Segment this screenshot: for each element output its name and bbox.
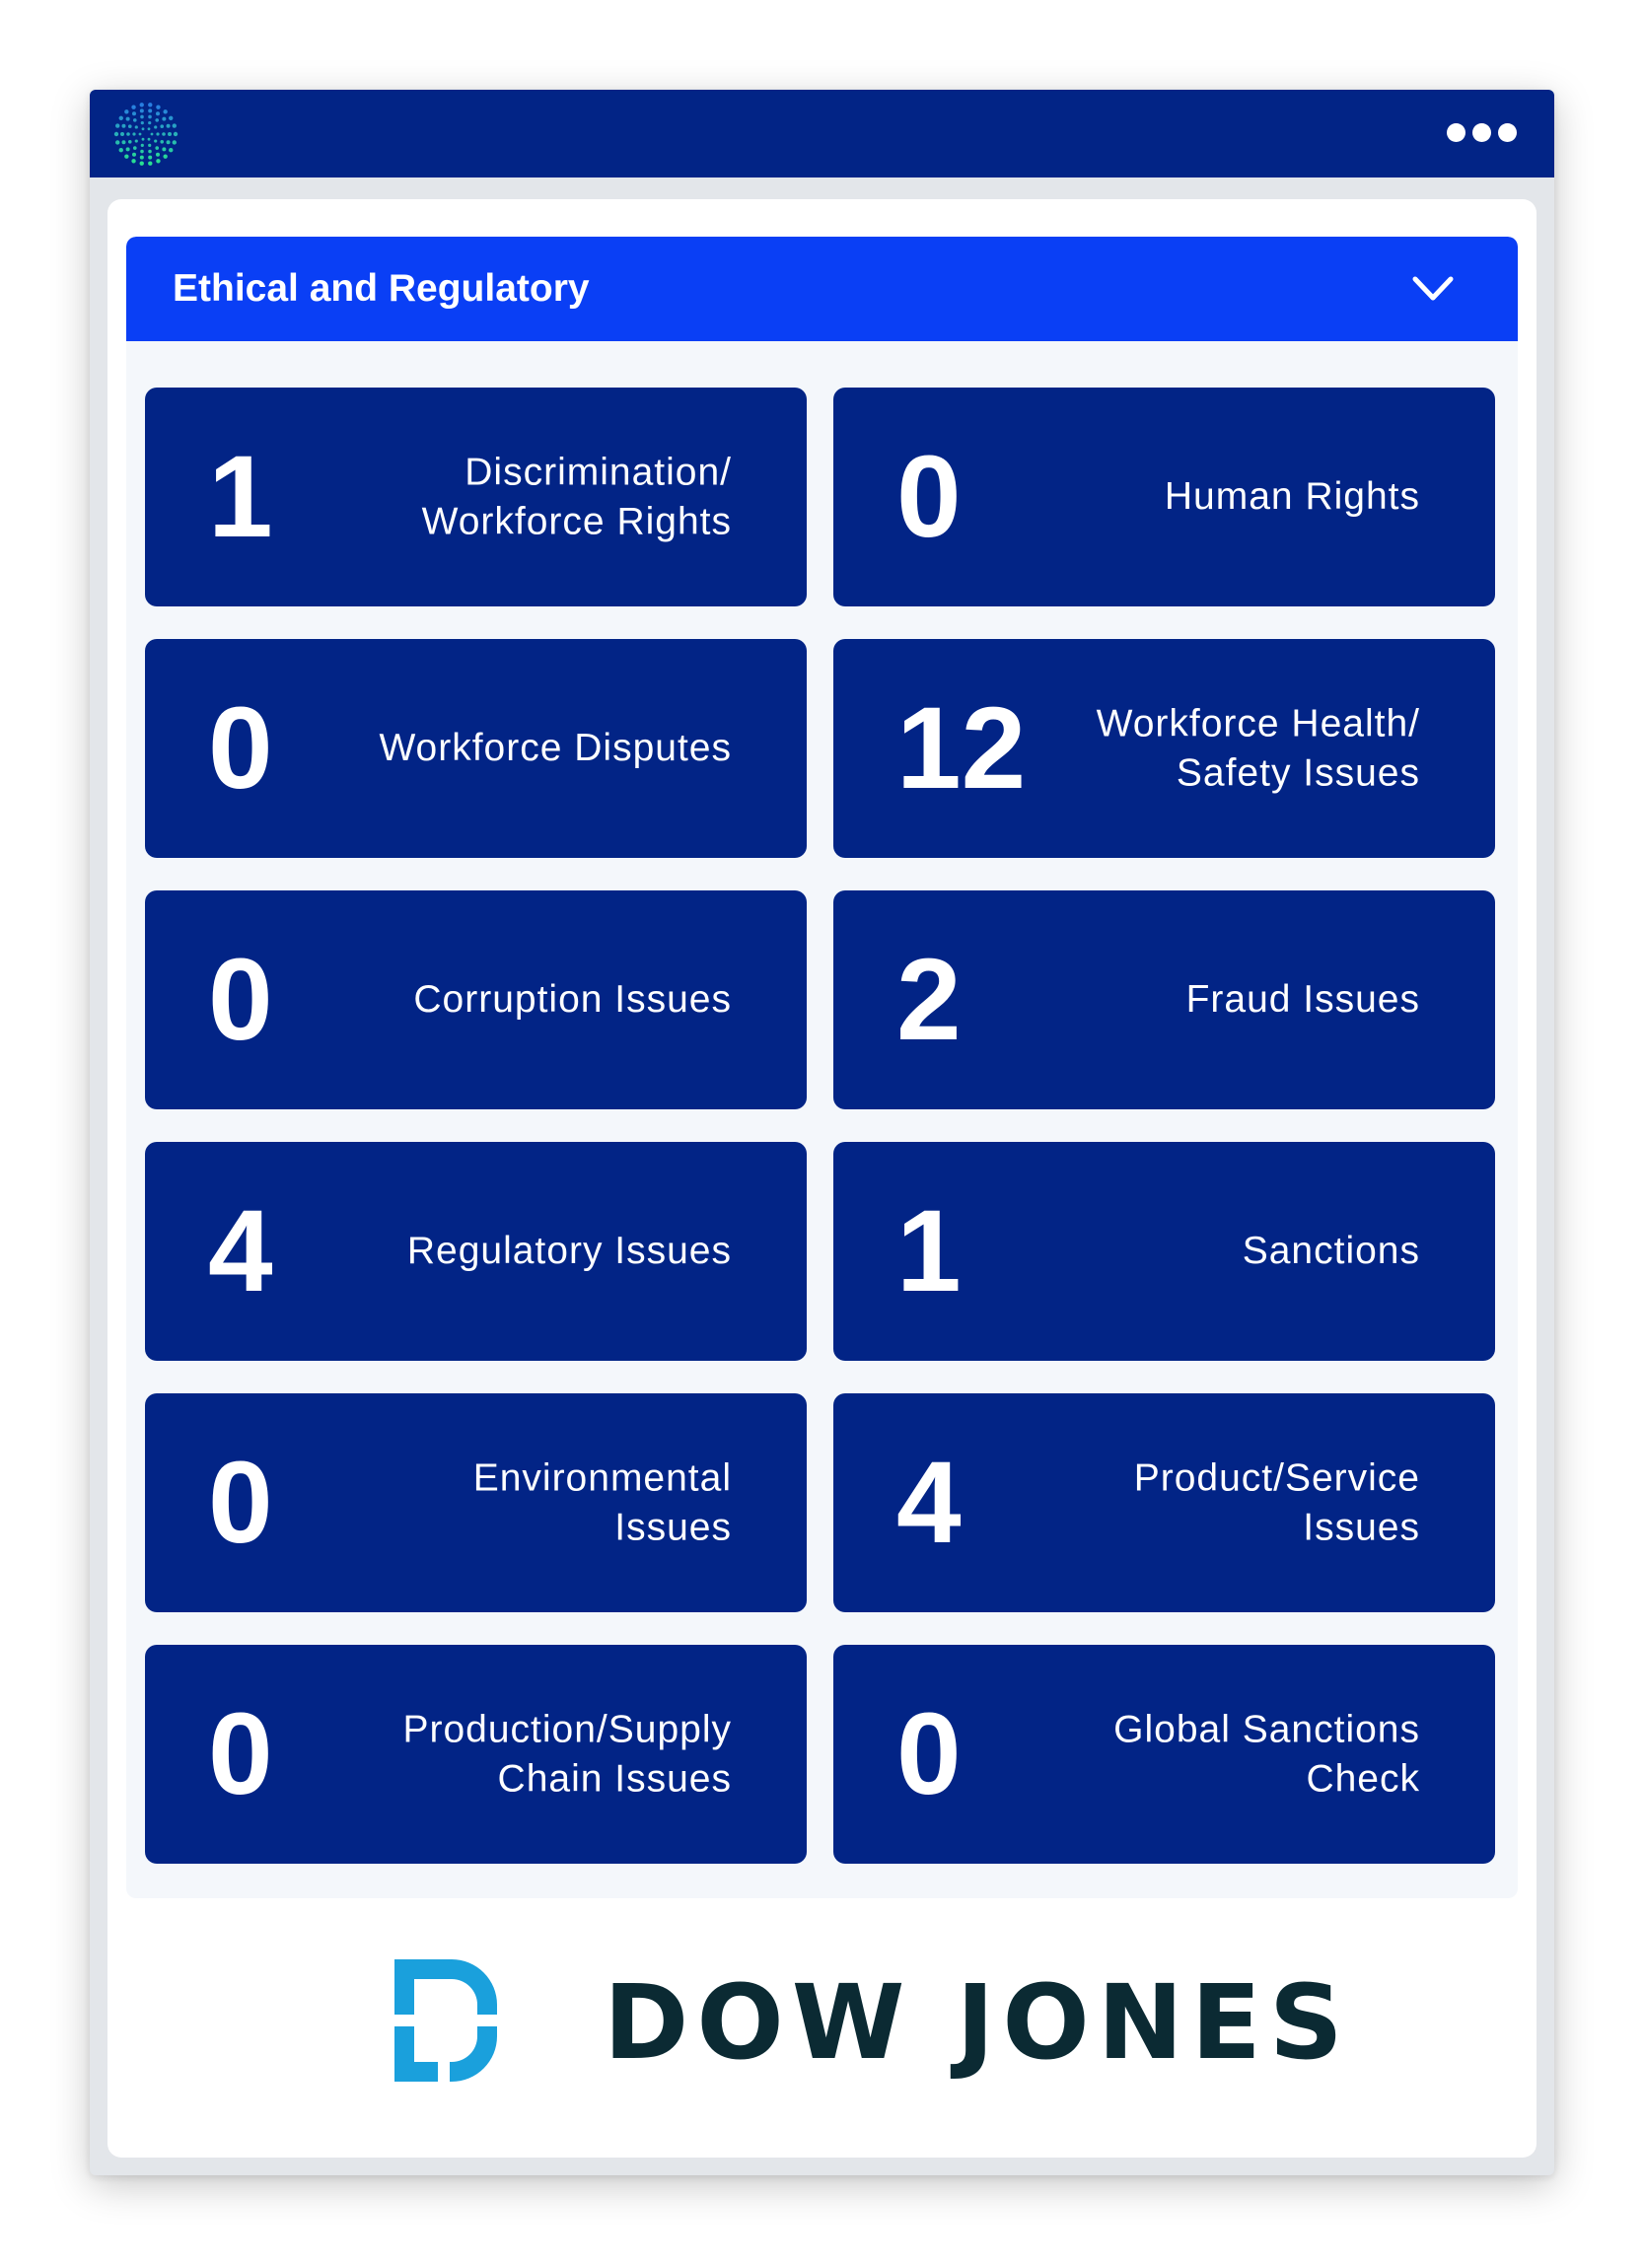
risk-tile-grid xyxy=(145,388,1499,1864)
menu-dot xyxy=(1472,123,1491,142)
globe-dot xyxy=(128,140,132,144)
globe-dot xyxy=(154,125,157,128)
tile-label xyxy=(379,724,732,773)
globe-dot xyxy=(131,159,135,163)
tile-label-line: Fraud Issues xyxy=(1185,978,1420,1022)
tile-count: 0 xyxy=(208,1689,273,1819)
tile-label-line: Corruption Issues xyxy=(413,978,732,1022)
globe-dot xyxy=(169,116,173,120)
brand-name: DOW JONES xyxy=(604,1962,1351,2083)
globe-dot xyxy=(126,117,130,121)
globe-dot xyxy=(133,146,137,150)
globe-dot xyxy=(156,111,160,115)
globe-dot xyxy=(128,124,132,128)
globe-dot xyxy=(140,108,144,112)
globe-dot xyxy=(163,109,167,113)
tile-regulatory-issues[interactable] xyxy=(145,1142,807,1361)
tile-count: 12 xyxy=(896,683,1027,814)
globe-dot xyxy=(148,156,152,160)
tile-global-sanctions-check[interactable] xyxy=(833,1645,1495,1864)
menu-dot xyxy=(1447,123,1465,142)
tile-label-line: Workforce Rights xyxy=(421,500,732,542)
globe-dot xyxy=(162,117,166,121)
globe-dot xyxy=(148,115,152,119)
globe-dot xyxy=(126,147,130,151)
tile-production-supply-chain-issues[interactable] xyxy=(145,1645,807,1864)
tile-label-line: Sanctions xyxy=(1242,1230,1420,1273)
tile-workforce-health-safety[interactable] xyxy=(833,639,1495,858)
tile-label-line: Issues xyxy=(1303,1506,1420,1548)
globe-dot xyxy=(121,124,125,128)
globe-dot xyxy=(115,140,119,144)
tile-label xyxy=(407,1227,732,1276)
globe-dot xyxy=(132,153,136,157)
globe-dot xyxy=(167,124,171,128)
dow-jones-d-logo-icon xyxy=(394,1959,497,2082)
tile-label-line: Check xyxy=(1306,1757,1420,1800)
globe-dot xyxy=(142,138,145,141)
globe-dot xyxy=(156,159,160,163)
globe-dot xyxy=(174,132,178,136)
globe-dot xyxy=(156,106,160,109)
globe-dot xyxy=(162,147,166,151)
tile-label-line: Workforce Health/ xyxy=(1096,702,1420,745)
globe-dot xyxy=(139,133,142,136)
chevron-down-icon[interactable] xyxy=(1411,274,1455,304)
globe-dot xyxy=(119,148,123,152)
globe-dot xyxy=(173,140,177,144)
tile-label-line: Chain Issues xyxy=(497,1757,732,1800)
globe-dot xyxy=(168,132,172,136)
more-horizontal-icon[interactable] xyxy=(1447,123,1517,142)
globe-dot xyxy=(163,154,167,158)
tile-count: 0 xyxy=(896,1689,962,1819)
globe-dot xyxy=(135,125,138,128)
globe-dot xyxy=(121,140,125,144)
ethical-regulatory-panel xyxy=(126,237,1518,1898)
tile-label xyxy=(1186,975,1420,1025)
globe-dot xyxy=(148,150,152,154)
globe-dot xyxy=(115,123,119,127)
tile-label xyxy=(1165,472,1420,522)
tile-label xyxy=(422,448,732,545)
globe-dot xyxy=(140,161,144,165)
globe-dot xyxy=(124,154,128,158)
tile-fraud-issues[interactable] xyxy=(833,890,1495,1109)
globe-dot xyxy=(141,144,144,147)
tile-count: 1 xyxy=(208,432,273,562)
globe-dot xyxy=(156,132,159,135)
globe-dot xyxy=(148,127,151,130)
tile-label-line: Discrimination/ xyxy=(465,451,732,494)
tile-product-service-issues[interactable] xyxy=(833,1393,1495,1612)
tile-label-line: Workforce Disputes xyxy=(379,727,732,770)
globe-dot xyxy=(119,116,123,120)
globe-dot xyxy=(155,146,159,150)
panel-header[interactable] xyxy=(126,237,1518,341)
globe-dot xyxy=(142,127,145,130)
menu-dot xyxy=(1498,123,1517,142)
tile-count: 4 xyxy=(896,1438,962,1568)
tile-label xyxy=(402,1705,732,1803)
globe-dot xyxy=(124,109,128,113)
globe-dot xyxy=(140,156,144,160)
globe-dot xyxy=(140,115,144,119)
globe-dot xyxy=(162,132,166,136)
tile-label xyxy=(1097,699,1420,797)
content-card xyxy=(107,199,1537,2158)
tile-count: 0 xyxy=(208,1438,273,1568)
app-window xyxy=(90,90,1554,2175)
tile-label xyxy=(1134,1453,1420,1551)
tile-label-line: Environmental xyxy=(472,1456,732,1500)
globe-dot xyxy=(126,132,130,136)
tile-sanctions[interactable] xyxy=(833,1142,1495,1361)
globe-dot xyxy=(140,150,144,154)
globe-dot xyxy=(148,103,152,106)
tile-label-line: Issues xyxy=(614,1506,732,1548)
globe-dot xyxy=(167,140,171,144)
tile-label xyxy=(473,1453,732,1551)
tile-label-line: Global Sanctions xyxy=(1113,1708,1420,1751)
title-bar xyxy=(90,90,1554,177)
tile-label-line: Product/Service xyxy=(1133,1456,1420,1500)
globe-dot xyxy=(120,132,124,136)
tile-workforce-disputes[interactable] xyxy=(145,639,807,858)
globe-dot xyxy=(132,111,136,115)
tile-label-line: Production/Supply xyxy=(402,1708,732,1751)
panel-title: Ethical and Regulatory xyxy=(173,267,590,310)
tile-count: 2 xyxy=(896,935,962,1065)
globe-dot xyxy=(148,144,151,147)
globe-dot xyxy=(114,132,118,136)
tile-count: 0 xyxy=(208,683,273,814)
tile-human-rights[interactable] xyxy=(833,388,1495,606)
globe-dot xyxy=(135,139,138,142)
tile-label xyxy=(413,975,732,1025)
globe-dot xyxy=(140,103,144,106)
tile-count: 4 xyxy=(208,1186,273,1316)
tile-corruption-issues[interactable] xyxy=(145,890,807,1109)
globe-dot xyxy=(148,121,151,124)
tile-label-line: Human Rights xyxy=(1164,475,1420,519)
globe-dot xyxy=(148,108,152,112)
globe-dot xyxy=(173,123,177,127)
tile-label-line: Regulatory Issues xyxy=(406,1230,732,1273)
globe-dot xyxy=(148,138,151,141)
globe-dot xyxy=(169,148,173,152)
brand-footer xyxy=(107,1959,1537,2088)
globe-dot xyxy=(160,124,164,128)
dotted-globe-icon xyxy=(113,102,179,167)
tile-count: 0 xyxy=(896,432,962,562)
tile-count: 1 xyxy=(896,1186,962,1316)
globe-dot xyxy=(156,153,160,157)
globe-dot xyxy=(155,118,159,122)
globe-dot xyxy=(141,121,144,124)
globe-dot xyxy=(148,161,152,165)
globe-dot xyxy=(132,132,135,135)
globe-dot xyxy=(151,133,154,136)
tile-label-line: Safety Issues xyxy=(1176,751,1420,794)
tile-environmental-issues[interactable] xyxy=(145,1393,807,1612)
tile-count: 0 xyxy=(208,935,273,1065)
globe-dot xyxy=(133,118,137,122)
globe-dot xyxy=(154,139,157,142)
globe-dot xyxy=(131,106,135,109)
tile-label xyxy=(1113,1705,1420,1803)
globe-dot xyxy=(160,140,164,144)
tile-discrimination-workforce-rights[interactable] xyxy=(145,388,807,606)
tile-label xyxy=(1243,1227,1420,1276)
